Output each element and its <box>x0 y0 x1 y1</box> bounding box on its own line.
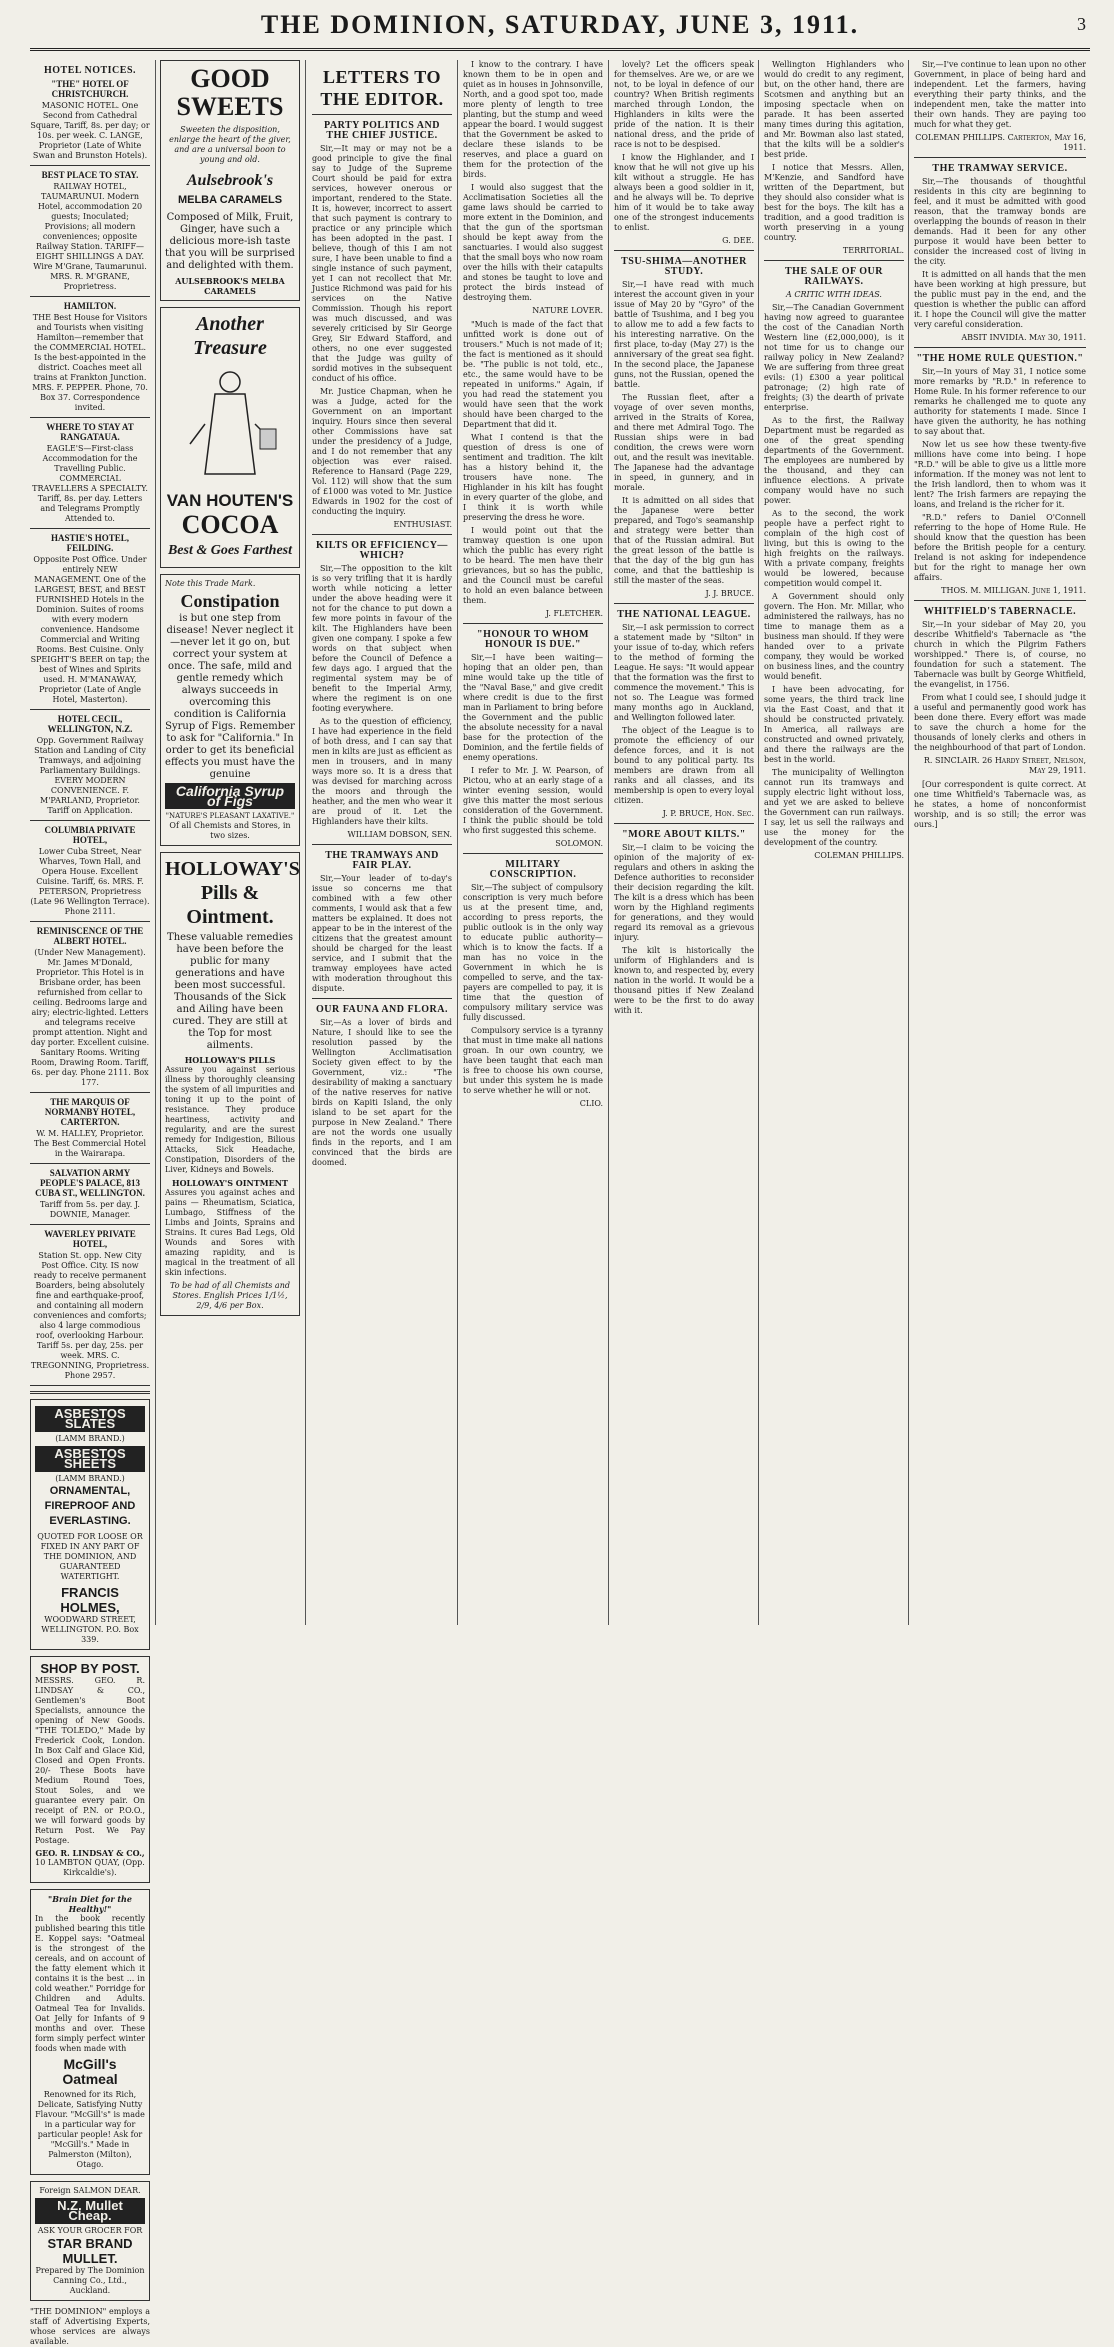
letter-paragraph: I have been advocating, for some years, the third track line via the East Coast, and that it should be constructed privately. In America, all railways are constructed and owned privately, and there the railways are the best in the world. <box>764 685 904 764</box>
column-rule <box>758 60 759 1625</box>
letter-signature: J. P. BRUCE, Hon. Sec. <box>662 809 754 818</box>
letter-signature: COLEMAN PHILLIPS. <box>814 851 904 860</box>
divider <box>30 921 150 922</box>
ad-sweets-line1: GOOD <box>190 64 270 93</box>
letter-paragraph: It is admitted on all sides that the Japanese were better prepared, and Togo's seamanship and strategy were better than that of the Russian admiral. But the great lesson of the battle is that the day of the big gun has come, and that the battleship is still the master of the seas. <box>614 496 754 585</box>
ad-sweets-desc: Composed of Milk, Fruit, Ginger, have such a delicious more-ish taste that you will be surprised and delighted with them. <box>165 212 295 271</box>
letter-paragraph: Sir,—I have read with much interest the account given in your issue of May 20 by "Gyro" of the battle of Tsushima, and I beg you to allow me to add a few facts to his interesting narrative. On the first place, to-day (May 27) is the anniversary of the great sea fight. In the second place, the Japanese guns, not the Russian, opened the battle. <box>614 280 754 389</box>
divider <box>463 623 603 624</box>
letter-paragraph: lovely? Let the officers speak for themselves. Are we, or are we not, to be loyal in defence of our country? When British regiments marched through London, the Highlanders in kilts were the pride of the nation. It is their national dress, and the pride of race is not to be despised. <box>614 60 754 149</box>
letter-paragraph: Sir,—Your leader of to-day's issue so concerns me that combined with a few other comments, I would ask that a few matters be explained. It does not appear to be in the interest of the citizens that the greatest amount should be charged for the least service, and I submit that the tramway employees have acted with moderation throughout this dispute. <box>312 874 452 993</box>
ad-sweets-product: MELBA CARAMELS <box>177 194 283 206</box>
letter-signature: CLIO. <box>579 1099 603 1108</box>
ad-mullet-foot: Prepared by The Dominion Canning Co., Ltd., Auckland. <box>35 2266 145 2295</box>
ad-shop-title: SHOP BY POST. <box>40 1661 140 1676</box>
letter-paragraph: It is admitted on all hands that the men have been working at high pressure, but the public must pay in the end, and the question is whether the public can afford it. I hope the Council will give the matter very careful consideration. <box>914 270 1086 329</box>
divider <box>30 1391 150 1394</box>
letter-paragraph: Sir,—I ask permission to correct a statement made by "Silton" in your issue of to-day, which refers to the method of forming the League. He says: "It would appear that the formation was the first to commence the movement." This is not so. The League was formed many months ago in Auckland, and Wellington followed later. <box>614 623 754 722</box>
ad-star-mullet <box>30 2181 150 2301</box>
letter-signature: COLEMAN PHILLIPS. Carterton, May 16, 1911. <box>915 133 1086 152</box>
ad-sweets-foot: AULSEBROOK'S MELBA CARAMELS <box>175 276 285 296</box>
ad-brain-title: "Brain Diet for the Healthy!" <box>48 1894 132 1914</box>
ad-asbestos-line7: FRANCIS HOLMES, <box>60 1585 120 1615</box>
ad-holloway-ointment: HOLLOWAY'S OINTMENT <box>172 1178 288 1188</box>
divider <box>614 250 754 251</box>
notices-heading: HOTEL NOTICES. <box>43 65 137 76</box>
ad-holloway-pills-body: Assure you against serious illness by thoroughly cleansing the system of all impurities and toning it up to the point of resistance. They produce heartiness, activity and regularity, and are the surest remedy for Indigestion, Bilious Attacks, Sick Headache, Constipation, Disorders of the Liver, Kidneys and Bowels. <box>165 1065 295 1174</box>
notice-title: "THE" HOTEL OF CHRISTCHURCH. <box>51 79 129 99</box>
divider <box>30 417 150 418</box>
divider <box>30 709 150 710</box>
divider <box>764 260 904 261</box>
column-rule <box>608 60 609 1625</box>
letter-paragraph: Sir,—In yours of May 31, I notice some more remarks by "R.D." in reference to Home Rule. In his former reference to our remarks he challenged me to quote any authority for statements I made. Since I have given the authority, he has nothing to say about that. <box>914 367 1086 436</box>
ad-syrup-note: Note this Trade Mark. <box>165 579 256 588</box>
notice-body: Lower Cuba Street, Near Wharves, Town Hall, and Opera House. Excellent Cuisine. Tariff, 6s. MRS. F. PETERSON, Proprietress (Late 96 Wellington Terrace). Phone 2111. <box>30 847 150 916</box>
letter-heading: TSU-SHIMA—ANOTHER STUDY. <box>621 256 747 277</box>
divider <box>914 347 1086 348</box>
ad-holloway-ointment-body: Assures you against aches and pains — Rheumatism, Sciatica, Lumbago, Stiffness of the Limbs and Joints, Sprains and Strains. It cures Bad Legs, Old Wounds and Sores with amazing rapidity, and is magical in the treatment of all skin infections. <box>165 1188 295 1277</box>
ad-van-houten-cocoa <box>160 307 300 568</box>
ad-holloways <box>160 852 300 1316</box>
ad-holloway-body: These valuable remedies have been before the public for many generations and have been most successful. Thousands of the Sick and Ailing have been cured. They are still at the Top for most ailments. <box>167 932 293 1051</box>
letter-heading: KILTS OR EFFICIENCY—WHICH? <box>316 540 448 561</box>
letter-paragraph: Compulsory service is a tyranny that must in time make all nations groan. In our own country, we have been taught that each man is free to choose his own course, but under this system he is made to serve whether he will or not. <box>463 1026 603 1095</box>
letter-heading: OUR FAUNA AND FLORA. <box>315 1004 449 1015</box>
letter-paragraph: I know the Highlander, and I know that he will not give up his kilt without a struggle. He has always been a good soldier in it, and he always will be. To deprive him of it would be to take away one of the strongest inducements to enlist. <box>614 153 754 232</box>
notice-body: (Under New Management). Mr. James M'Donald, Proprietor. This Hotel is in Brisbane order, has been refurnished from cellar to ceiling. Bedrooms large and airy; electric-lighted. Letters and telegrams receive prompt attention. Night and day porter. Excellent cuisine. Sanitary Rooms. Writing Room, Drawing Room. Tariff, 6s. per day. Phone 2111. Box 177. <box>30 948 150 1087</box>
ad-sweets-line2: SWEETS <box>176 92 284 121</box>
column-rule <box>457 60 458 1625</box>
notice-body: Tariff from 5s. per day. J. DOWNIE, Manager. <box>40 1200 140 1219</box>
ad-california-syrup <box>160 574 300 846</box>
column-letters-4 <box>764 60 904 1625</box>
ad-asbestos-line8: WOODWARD STREET, WELLINGTON. P.O. Box 339. <box>41 1615 139 1644</box>
ad-brain-brand: McGill's Oatmeal <box>62 2056 118 2087</box>
ad-mullet-brand: STAR BRAND MULLET. <box>47 2236 133 2266</box>
letter-signature: WILLIAM DOBSON, SEN. <box>347 830 452 839</box>
letter-paragraph: Sir,—It may or may not be a good principle to give the final say to Judge of the Supreme Court should be paid for extra services, however onerous or important, rendered to the State. It is, however, incorrect to assert that such payment is contrary to practice or any principle which has been adopted in the past. I believe, though of this I am not sure, I have been unable to find a single instance of such payment, yet I can not recollect that Mr. Justice Richmond was paid for his services on the Native Commission. Though his report was much discussed, and was severely criticised by Sir George Grey, Sir Edward Stafford, and others, no one ever suggested that the Judge was guilty of sordid motives in the subsequent conduct of his office. <box>312 144 452 383</box>
column-rule <box>908 60 909 1625</box>
letter-paragraph: "Much is made of the fact that unfitted work is done out of trousers." Much is not made of it; the fact is mentioned as it should be. "The public is not told, etc., etc., the same would have to be repeated in uniforms." Again, if you had read the statement you would have seen that the work should have been charged to the Department that did it. <box>463 320 603 429</box>
column-ads <box>160 60 300 1625</box>
notice-title: COLUMBIA PRIVATE HOTEL, <box>44 825 136 845</box>
ad-asbestos-line2: (LAMM BRAND.) <box>55 1434 125 1443</box>
letter-signature: R. SINCLAIR. 26 Hardy Street, Nelson, May 29, 1911. <box>923 756 1086 775</box>
divider <box>463 853 603 854</box>
ad-asbestos-line5: ORNAMENTAL, FIREPROOF AND EVERLASTING. <box>44 1485 136 1527</box>
ad-mullet-top: Foreign SALMON DEAR. <box>39 2186 141 2195</box>
ad-syrup-title: Constipation <box>180 591 280 611</box>
ad-vh-product: COCOA <box>181 510 279 539</box>
letter-heading: MILITARY CONSCRIPTION. <box>489 859 577 880</box>
notice-title: HASTIE'S HOTEL, FEILDING. <box>50 533 130 553</box>
ad-asbestos-line1: ASBESTOS SLATES <box>35 1406 145 1432</box>
ad-shop-address: 10 LAMBTON QUAY, (Opp. Kirkcaldie's). <box>35 1858 145 1877</box>
letter-signature: TERRITORIAL. <box>842 246 904 255</box>
notice-body: MASONIC HOTEL. One Second from Cathedral Square, Tariff, 8s. per day; or 10s. per week. C. LANGE, Proprietor (Late of White Swan and Brunston Hotels). <box>30 101 150 160</box>
letter-paragraph: [Our correspondent is quite correct. At one time Whitfield's Tabernacle was, as he states, a home of nonconformist worship, and is so still; the error was ours.] <box>914 780 1086 829</box>
divider <box>914 157 1086 158</box>
divider <box>30 296 150 297</box>
ad-vh-brand: VAN HOUTEN'S <box>166 491 294 510</box>
notice-body: Opposite Post Office. Under entirely NEW MANAGEMENT. One of the LARGEST, BEST, and BEST FURNISHED Hotels in the Dominion. Suites of rooms with every modern convenience. Handsome Commercial and Writing Rooms. Best Cuisine. Only SPEIGHT'S BEER on tap; the best of Wines and Spirits used. H. M'MANAWAY, Proprietor (Late of Angle Hotel, Masterton). <box>30 555 150 704</box>
letter-heading: THE TRAMWAYS AND FAIR PLAY. <box>325 850 439 871</box>
notice-title: BEST PLACE TO STAY. <box>41 170 139 180</box>
notice-title: HOTEL CECIL, WELLINGTON, N.Z. <box>47 714 133 734</box>
letter-signature: NATURE LOVER. <box>532 306 603 315</box>
notice-body: EAGLE'S—First-class Accommodation for the Travelling Public. COMMERCIAL TRAVELLERS A SPECIALTY. Tariff, 8s. per day. Letters and Telegrams Promptly Attended to. <box>32 444 148 523</box>
notice-body: RAILWAY HOTEL, TAUMARUNUI. Modern Hotel, accommodation 20 guests; Inoculated; Provisions; all modern conveniences; opposite Railway Station. TARIFF—EIGHT SHILLINGS A DAY. Wire M'Grane, Taumarunui. MRS. R. M'GRANE, Proprietress. <box>33 182 147 291</box>
ad-syrup-body: is but one step from disease! Never neglect it —never let it go on, but correct your system at once. The safe, mild and gentle remedy which always succeeds in overcoming this condition is California Syrup of Figs. Remember to ask for "California." In order to get its beneficial effects you must have the genuine <box>165 613 295 780</box>
column-rule <box>305 60 306 1625</box>
divider <box>614 603 754 604</box>
ad-shop-body: MESSRS. GEO. R. LINDSAY & CO., Gentlemen's Boot Specialists, announce the opening of New Goods. "THE TOLEDO," Made by Frederick Cook, London. In Box Calf and Glace Kid, Closed and Open Fronts. 20/- These Boots have Medium Round Toes, Stout Soles, and we guarantee every pair. On receipt of P.N. or P.O.O., we will forward goods by Return Post. We Pay Postage. <box>35 1676 145 1845</box>
ad-asbestos-line6: QUOTED FOR LOOSE OR FIXED IN ANY PART OF THE DOMINION, AND GUARANTEED WATERTIGHT. <box>37 1532 143 1581</box>
notice-body: Opp. Government Railway Station and Landing of City Tramways, and adjoining Parliamentary Buildings. EVERY MODERN CONVENIENCE. F. M'PARLAND, Proprietor. Tariff on Application. <box>34 736 146 815</box>
divider <box>312 844 452 845</box>
column-letters-1 <box>312 60 452 1625</box>
column-rule <box>155 60 156 1625</box>
letter-paragraph: Mr. Justice Chapman, when he was a Judge, acted for the Government on an important inquiry. Hours since then several other Commissions have sat under the presidency of a Judge, and I do not remember that any objection was ever raised. Reference to Hansard (Page 229, Vol. 112) will show that the sum of £1000 was voted to Mr. Justice Edwards in 1902 for the cost of conducting the inquiry. <box>312 387 452 516</box>
divider <box>312 114 452 115</box>
letter-paragraph: I would also suggest that the Acclimatisation Societies all the game laws should be carried to more extent in the Dominion, and that the gun of the sportsman should be kept away from the sanctuaries. I would also suggest that the small boys who now roam over the hills with their catapults and stones be taught to love and protect the birds instead of destroying them. <box>463 183 603 302</box>
divider <box>30 1224 150 1225</box>
ad-vh-line2: Treasure <box>193 337 267 359</box>
notice-title: REMINISCENCE OF THE ALBERT HOTEL. <box>36 926 144 946</box>
ad-asbestos-line4: (LAMM BRAND.) <box>55 1474 125 1483</box>
letter-paragraph: I would point out that the tramway question is one upon which the public has every right to be heard. The men have their grievances, but so has the public, and the Council must be careful to hold an even balance between them. <box>463 526 603 605</box>
column-letters-2 <box>463 60 603 1625</box>
ad-mcgills-oatmeal <box>30 1889 150 2175</box>
ad-asbestos <box>30 1399 150 1650</box>
notice-title: THE MARQUIS OF NORMANBY HOTEL, CARTERTON. <box>44 1097 136 1127</box>
letter-paragraph: Sir,—I have been waiting—hoping that an older pen, than mine would take up the title of the "Naval Base," and give credit where credit is due to the first man in Parliament to bring before the Government and the public the absolute necessity for a naval base for the protection of the Dominion, and the fertile fields of enemy operations. <box>463 653 603 762</box>
letter-paragraph: Sir,—I've continue to lean upon no other Government, in place of being hard and independent. Let the farmers, having everything their party thinks, and the independent men, take the matter into their own hands. They are paying too much for what they get. <box>914 60 1086 129</box>
column-notices <box>30 60 150 2346</box>
letter-paragraph: Sir,—I claim to be voicing the opinion of the majority of ex-regulars and others in asking the Defence authorities to reconsider their decision regarding the kilt. The kilt is a dress which has been worn by the Highland regiments for generations, and they would regard its removal as a grievous injury. <box>614 843 754 942</box>
ad-holloway-title: HOLLOWAY'S Pills & Ointment. <box>165 858 300 928</box>
notice-body: W. M. HALLEY, Proprietor. The Best Commercial Hotel in the Wairarapa. <box>33 1129 147 1158</box>
letter-signature: J. FLETCHER. <box>545 609 603 618</box>
letter-heading: PARTY POLITICS AND THE CHIEF JUSTICE. <box>324 120 440 141</box>
divider <box>30 1163 150 1164</box>
notice-body: THE Best House for Visitors and Tourists when visiting Hamilton—remember that the COMMERCIAL HOTEL. Is the best-appointed in the district. Coaches meet all trains at Frankton Junction. MRS. F. PEPPER. Phone, 70. Box 37. Correspondence invited. <box>32 313 148 412</box>
letter-paragraph: As to the first, the Railway Department must be regarded as one of the great spending departments of the Government. The employees are numbered by the thousand, and they can influence elections. A private company would have no such power. <box>764 416 904 505</box>
letter-paragraph: The municipality of Wellington cannot run its tramways and supply electric light without loss, and yet we are asked to believe the Government can run railways. I say, let us sell the railways and use the money for the development of the country. <box>764 768 904 847</box>
letter-paragraph: Sir,—The opposition to the kilt is so very trifling that it is hardly worth while noticing a letter under the above heading were it not for the chance to put down a few more points in favour of the kilt. The Highlanders have been given one company. I spoke a few words on that subject when before the Council of Defence a few days ago. I argued that the regimental system may be of benefit to the Imperial Army, where the regiment is on one footing everywhere. <box>312 564 452 713</box>
letter-signature: SOLOMON. <box>555 839 603 848</box>
ad-brain-tail: Renowned for its Rich, Delicate, Satisfying Nutty Flavour. "McGill's" is made in a particular way for particular people! Ask for "McGill's." Made in Palmerston (Milton), Otago. <box>35 2090 145 2169</box>
ad-good-sweets <box>160 60 300 301</box>
letter-paragraph: Now let us see how these twenty-five millions have come into being. I hope "R.D." will be able to give us a little more information. If the money was not lent to the Irish landlord, then to whom was it lent? The Irish farmers are repaying the loans, and Ireland is the richer for it. <box>914 440 1086 509</box>
letter-paragraph: I refer to Mr. J. W. Pearson, of Pictou, who at an early stage of a winter evening session, would give this matter the most serious consideration of the Government. I think the public should be told who first suggested this scheme. <box>463 766 603 835</box>
divider <box>914 600 1086 601</box>
letter-signature: G. DEE. <box>722 236 754 245</box>
letter-paragraph: Wellington Highlanders who would do credit to any regiment, but, on the other hand, there are Scotsmen and anything but an imposing spectacle when on parade. It has been asserted many times during this agitation, and Mr. Bowman also last stated, that the kilts will be a soldier's best pride. <box>764 60 904 159</box>
notice-body: Station St. opp. New City Post Office. City. IS now ready to receive permanent Boarders, being absolutely fine and earthquake-proof, and containing all modern conveniences and comforts; also 4 large commodious roof, overlooking Harbour. Tariff 5s. per day, 25s. per week. MRS. C. TREGONNING, Proprietress. Phone 2957. <box>30 1251 150 1380</box>
ad-mullet-ask: ASK YOUR GROCER FOR <box>37 2226 143 2235</box>
letter-paragraph: Sir,—The subject of compulsory conscription is very much before us at the present time, and, according to press reports, the public outlook is in the only way to educate public authority—which is to know the facts. If a man has no voice in the Government in which he is compelled to serve, and the tax-payers are compelled to pay, it is time that the question of compulsory military service was fully discussed. <box>463 883 603 1022</box>
ad-shop-firm: GEO. R. LINDSAY & CO., <box>35 1848 145 1858</box>
letter-paragraph: As to the second, the work people have a perfect right to complain of the high cost of living, but this is owing to the high freights on the railways. With a private company, freights would be lowered, because competition would compel it. <box>764 509 904 588</box>
letter-heading: "THE HOME RULE QUESTION." <box>916 353 1084 364</box>
letter-heading: WHITFIELD'S TABERNACLE. <box>923 606 1077 617</box>
letter-signature: ENTHUSIAST. <box>393 520 452 529</box>
divider <box>30 1092 150 1093</box>
letter-paragraph: "R.D." refers to Daniel O'Connell referring to the hope of Home Rule. He should know that the question has been before the British people for a century. Ireland is not asking for independence but for the right to manage her own affairs. <box>914 513 1086 582</box>
notices-list <box>30 79 150 1386</box>
letter-paragraph: Sir,—As a lover of birds and Nature, I should like to see the resolution passed by the Wellington Acclimatisation Society given effect to by the Government, viz.: "The desirability of making a sanctuary of the native reserves for native birds on Kapiti Island, the only island to be set apart for the purpose in New Zealand." There are not the words one usually finds in the reports, and I am convinced that the birds are doomed. <box>312 1018 452 1167</box>
ad-holloway-foot: To be had of all Chemists and Stores. English Prices 1/1½, 2/9, 4/6 per Box. <box>170 1281 290 1310</box>
column-letters-5 <box>914 60 1086 1625</box>
letter-subheading: A CRITIC WITH IDEAS. <box>786 290 882 299</box>
ad-syrup-tag: "NATURE'S PLEASANT LAXATIVE." <box>165 812 295 820</box>
letter-paragraph: Sir,—The Canadian Government having now agreed to guarantee the cost of the Canadian North Western line (£2,000,000), is it not time for us to change our railway policy in New Zealand? We are suffering from three great evils: (1) £300 a year political patronage; (2) high rate of freights; (3) the dearth of private enterprise. <box>764 303 904 412</box>
ad-asbestos-line3: ASBESTOS SHEETS <box>35 1446 145 1472</box>
ad-holloway-pills: HOLLOWAY'S PILLS <box>184 1055 276 1065</box>
ad-brain-body: In the book recently published bearing this title E. Koppel says: "Oatmeal is the strongest of the cereals, and on account of the fatty element which it contains it is the best ... in cold weather." Porridge for Children and Adults. Oatmeal Tea for Invalids. Oat Jelly for Infants of 9 months and over. These form simply perfect winter foods when made with <box>35 1914 145 2053</box>
ad-shop-by-post <box>30 1656 150 1883</box>
letter-signature: J. J. BRUCE. <box>705 589 754 598</box>
divider <box>312 998 452 999</box>
notice-title: SALVATION ARMY PEOPLE'S PALACE, 813 CUBA ST., WELLINGTON. <box>35 1168 145 1198</box>
letter-paragraph: The kilt is historically the uniform of Highlanders and is known to, and respected by, every nation in the world. It would be a thousand pities if New Zealand were to be the first to do away with it. <box>614 946 754 1015</box>
letter-paragraph: Sir,—The thousands of thoughtful residents in this city are beginning to feel, and it must be admitted with good reason, that the tramway bonds are overlapping the bounds of reason in their demands. Had it been for any other purpose it would have been better to consider the increased cost of living in the city. <box>914 177 1086 266</box>
letter-paragraph: A Government should only govern. The Hon. Mr. Millar, who administered the railways, has no time to manage them as a business man should. If they were handed over to a private company, they would be worked on business lines, and the country would benefit. <box>764 592 904 681</box>
ad-sweets-body: Sweeten the disposition, enlarge the heart of the giver, and are a universal boon to young and old. <box>169 125 291 164</box>
letter-heading: THE TRAMWAY SERVICE. <box>932 163 1068 174</box>
ad-syrup-brand: California Syrup of Figs <box>165 783 295 809</box>
divider <box>30 1385 150 1386</box>
letter-paragraph: I notice that Messrs. Allen, M'Kenzie, and Sandford have written of the Department, but they should also consider what is best for the boys. The kilt has a tradition, and a good tradition is worth preserving in a young country. <box>764 163 904 242</box>
masthead-title: THE DOMINION, SATURDAY, JUNE 3, 1911. <box>260 10 860 39</box>
notice-title: WHERE TO STAY AT RANGATAUA. <box>46 422 134 442</box>
page-number: 3 <box>1077 14 1086 34</box>
ad-vh-line1: Another <box>196 313 264 335</box>
letter-paragraph: From what I could see, I should judge it a useful and permanently good work has been done there. Every effort was made to save the church a home for the thousands of lonely clerks and others in the neighbourhood of that part of London. <box>914 693 1086 752</box>
divider <box>30 820 150 821</box>
ad-vh-tag: Best & Goes Farthest <box>167 543 293 558</box>
notice-title: HAMILTON. <box>63 301 117 311</box>
ad-syrup-foot: Of all Chemists and Stores, in two sizes. <box>169 821 291 840</box>
dominion-staff-note: "THE DOMINION" employs a staff of Advertising Experts, whose services are always available. <box>30 2307 150 2346</box>
letter-signature: ABSIT INVIDIA. May 30, 1911. <box>961 333 1086 342</box>
letter-paragraph: The Russian fleet, after a voyage of over seven months, arrived in the Straits of Korea, and there met Admiral Togo. The Russian ships were in bad condition, the crews were worn out, and the result was inevitable. The Japanese had the advantage in speed, in gunnery, and in morale. <box>614 393 754 492</box>
letter-heading: "HONOUR TO WHOM HONOUR IS DUE." <box>477 629 589 650</box>
divider <box>30 165 150 166</box>
masthead <box>30 8 1090 51</box>
ad-mullet-mid: N.Z. Mullet Cheap. <box>35 2198 145 2224</box>
ad-sweets-brand: Aulsebrook's <box>186 172 274 189</box>
section-title: LETTERS TO THE EDITOR. <box>320 67 444 109</box>
letter-paragraph: I know to the contrary. I have known them to be in open and quiet as in houses in Johnsonville, North, and a good spot too, made more plenty of length to tree planting, but the stump and weed appear the board. I would suggest that the Government be asked to declare these islands to be reserves, and place a guard on them for the protection of the birds. <box>463 60 603 179</box>
letter-heading: "MORE ABOUT KILTS." <box>622 829 746 840</box>
woman-figure-icon <box>175 364 285 484</box>
column-letters-3 <box>614 60 754 1625</box>
divider <box>30 528 150 529</box>
letter-paragraph: What I contend is that the question of dress is one of sentiment and tradition. The kilt has a history behind it, the trousers have none. The Highlander in his kilt has fought in every quarter of the globe, and I think it is worth while preserving the dress he wore. <box>463 433 603 522</box>
letter-heading: THE NATIONAL LEAGUE. <box>617 609 751 620</box>
divider <box>312 534 452 535</box>
notice-title: WAVERLEY PRIVATE HOTEL, <box>44 1229 136 1249</box>
divider <box>614 823 754 824</box>
letter-paragraph: Sir,—In your sidebar of May 20, you describe Whitfield's Tabernacle as "the church in which the Pilgrim Fathers worshipped." There is, of course, no foundation for such a statement. The Tabernacle was built by George Whitfield, the evangelist, in 1756. <box>914 620 1086 689</box>
letter-paragraph: The object of the League is to promote the efficiency of our defence forces, and it is not bound to any political party. Its members are drawn from all ranks and all classes, and its membership is open to every loyal citizen. <box>614 726 754 805</box>
letter-signature: THOS. M. MILLIGAN. June 1, 1911. <box>941 586 1086 595</box>
letter-paragraph: As to the question of efficiency, I have had experience in the field of both dress, and I can say that men in kilts are just as efficient as men in trousers, and in many ways more so. It is a dress that was devised for marching across the moors and through the heather, and the men who wear it are proud of it. Let the Highlanders have their kilts. <box>312 717 452 826</box>
letter-heading: THE SALE OF OUR RAILWAYS. <box>785 266 883 287</box>
